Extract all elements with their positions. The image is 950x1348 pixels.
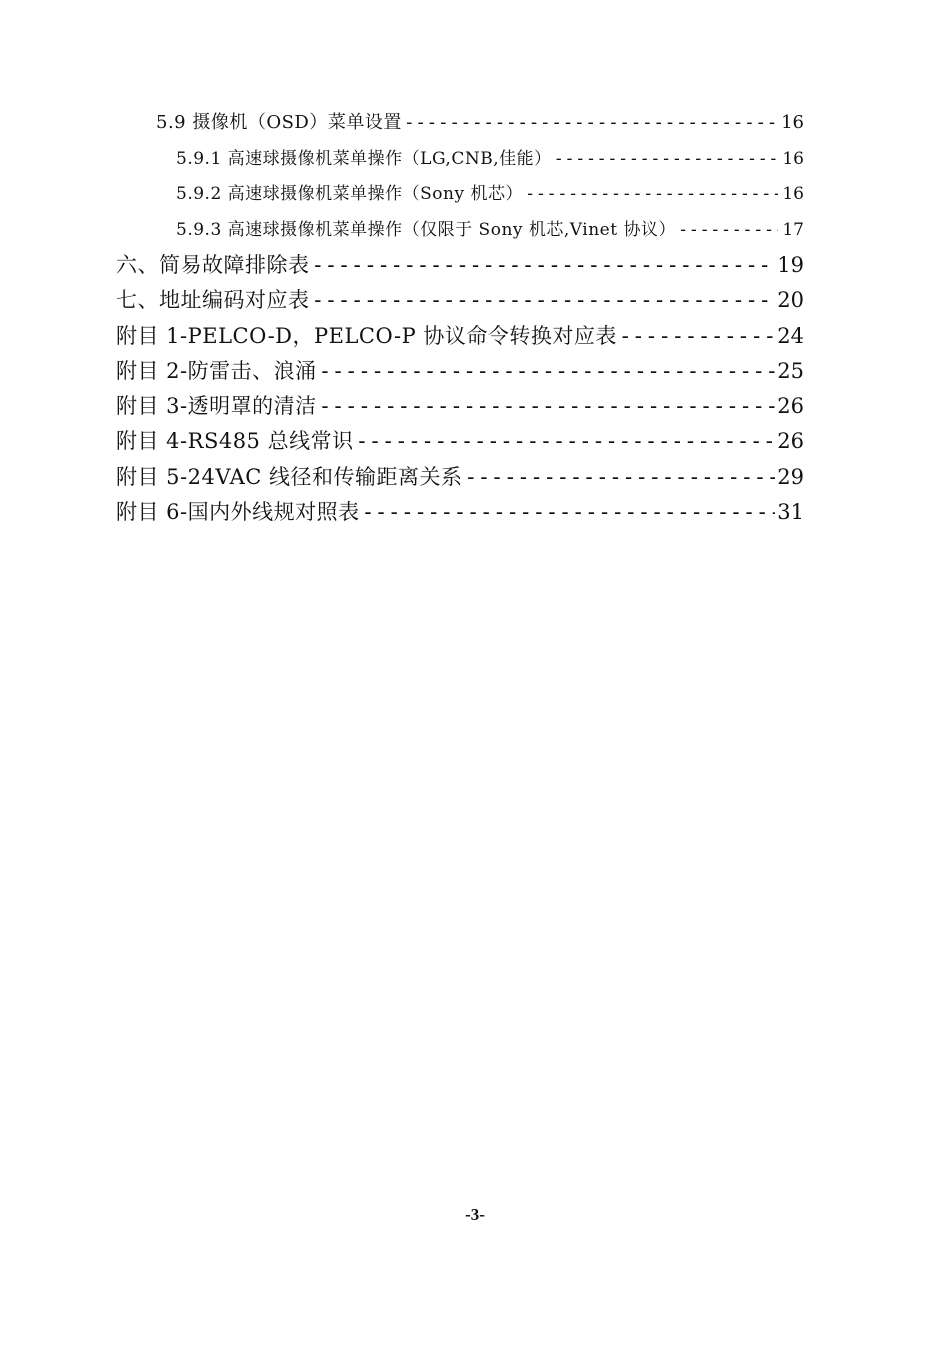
toc-entry-title: 六、简易故障排除表 bbox=[116, 253, 310, 277]
toc-entry-page: 26 bbox=[777, 394, 804, 418]
toc-entry-page: 29 bbox=[777, 465, 804, 489]
toc-leader-dashes bbox=[312, 288, 776, 312]
toc-entry-page: 19 bbox=[777, 253, 804, 277]
toc-entry-title: 附目 6-国内外线规对照表 bbox=[116, 500, 360, 524]
toc-entry-page: 16 bbox=[782, 149, 804, 169]
toc-entry-title: 5.9.1 高速球摄像机菜单操作（LG,CNB,佳能） bbox=[176, 149, 552, 169]
toc-entry-page: 17 bbox=[782, 220, 804, 240]
toc-entry-page: 16 bbox=[781, 112, 804, 133]
page-number: -3- bbox=[465, 1205, 485, 1224]
toc-entry-page: 16 bbox=[782, 184, 804, 204]
toc-entry[interactable] bbox=[116, 284, 804, 314]
toc-entry-title: 附目 3-透明罩的清洁 bbox=[116, 394, 317, 418]
toc-entry-page: 20 bbox=[777, 288, 804, 312]
toc-entry-page: 24 bbox=[777, 324, 804, 348]
toc-entry-page: 31 bbox=[777, 500, 804, 524]
toc-leader-dashes bbox=[319, 359, 776, 383]
toc-leader-dashes bbox=[678, 220, 778, 240]
toc-leader-dashes bbox=[404, 112, 778, 133]
toc-entry-title: 5.9.3 高速球摄像机菜单操作（仅限于 Sony 机芯,Vinet 协议） bbox=[176, 220, 676, 240]
toc-entry[interactable] bbox=[116, 390, 804, 420]
toc-entry-title: 附目 1-PELCO-D，PELCO-P 协议命令转换对应表 bbox=[116, 324, 617, 348]
toc-leader-dashes bbox=[362, 500, 776, 524]
toc-entry[interactable] bbox=[116, 320, 804, 350]
toc-leader-dashes bbox=[319, 394, 776, 418]
toc-entry[interactable] bbox=[116, 461, 804, 491]
toc-entry[interactable] bbox=[116, 496, 804, 526]
toc-entry[interactable] bbox=[116, 355, 804, 385]
toc-entry[interactable] bbox=[156, 108, 804, 134]
toc-entry-title: 5.9 摄像机（OSD）菜单设置 bbox=[156, 112, 402, 133]
toc-entry-page: 26 bbox=[777, 429, 804, 453]
toc-entry-title: 5.9.2 高速球摄像机菜单操作（Sony 机芯） bbox=[176, 184, 523, 204]
toc-leader-dashes bbox=[554, 149, 778, 169]
toc-leader-dashes bbox=[525, 184, 778, 204]
toc-entry-title: 附目 2-防雷击、浪涌 bbox=[116, 359, 317, 383]
toc-entry[interactable] bbox=[176, 215, 804, 240]
toc-leader-dashes bbox=[465, 465, 776, 489]
toc-entry[interactable] bbox=[176, 144, 804, 169]
toc-entry-title: 附目 4-RS485 总线常识 bbox=[116, 429, 354, 453]
toc-leader-dashes bbox=[356, 429, 776, 453]
toc-leader-dashes bbox=[619, 324, 775, 348]
toc-entry[interactable] bbox=[116, 249, 804, 279]
toc-leader-dashes bbox=[312, 253, 776, 277]
toc-entry[interactable] bbox=[116, 425, 804, 455]
toc-entry-title: 七、地址编码对应表 bbox=[116, 288, 310, 312]
toc-entry[interactable] bbox=[176, 179, 804, 204]
toc-entry-title: 附目 5-24VAC 线径和传输距离关系 bbox=[116, 465, 463, 489]
toc-entry-page: 25 bbox=[777, 359, 804, 383]
